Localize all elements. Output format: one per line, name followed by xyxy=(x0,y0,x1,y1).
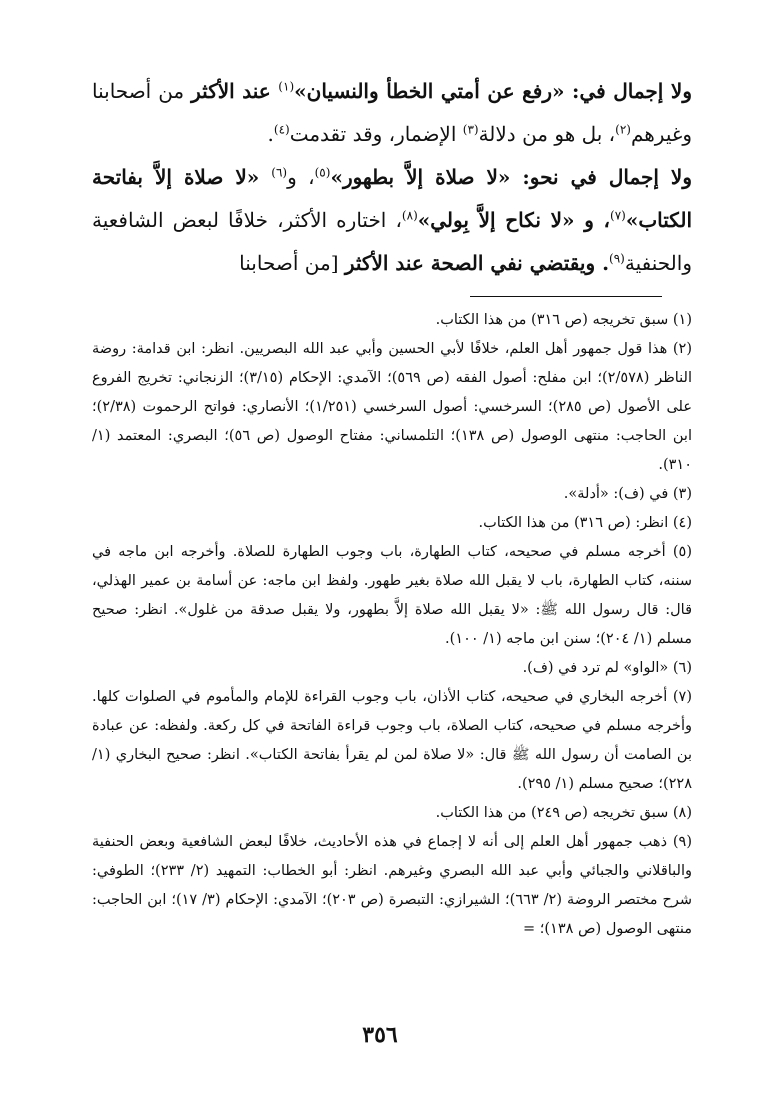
footnote-ref: (٥) xyxy=(314,165,331,180)
heading-phrase: ولا إجمال في: «رفع عن أمتي الخطأ والنسيان» xyxy=(294,79,692,103)
footnote-3: (٣) في (ف): «أدلة». xyxy=(563,486,692,502)
heading-phrase: ولا إجمال في نحو: «لا صلاة إلاَّ بطهور» xyxy=(330,165,692,189)
text-run: . xyxy=(267,122,274,146)
main-text xyxy=(92,70,692,285)
bold-phrase: ، و «لا نكاح إلاَّ بِولي» xyxy=(417,208,611,232)
footnote-5: (٥) أخرجه مسلم في صحيحه، كتاب الطهارة، باب وجوب الطهارة للصلاة. وأخرجه ابن ماجه في سننه، كتاب الطهارة، باب لا يقبل الله صلاة بغير طهور. ولفظ ابن ماجه: عن أسامة بن عمير الهذلي، قال: قال رسول الله ﷺ: «لا يقبل الله صلاة إلاَّ بطهور، ولا يقبل صدقة من غلول». انظر: صحيح مسلم (١/ ٢٠٤)؛ سنن ابن ماجه (١/ ١٠٠). xyxy=(92,544,692,647)
footnote-7: (٧) أخرجه البخاري في صحيحه، كتاب الأذان، باب وجوب القراءة للإمام والمأموم في الصلوات كلها. وأخرجه مسلم في صحيحه، كتاب الصلاة، باب وجوب قراءة الفاتحة في كل ركعة. ولفظه: عن عبادة بن الصامت أن رسول الله ﷺ قال: «لا صلاة لمن لم يقرأ بفاتحة الكتاب». انظر: صحيح البخاري (١/ ٢٢٨)؛ صحيح مسلم (١/ ٢٩٥). xyxy=(92,689,692,792)
footnotes xyxy=(92,306,692,944)
footnote-ref: (٣) xyxy=(462,122,479,137)
text-run: ، بل هو من دلالة xyxy=(478,122,616,146)
page-number: ٣٥٦ xyxy=(362,1022,398,1048)
bold-phrase: عند الأكثر xyxy=(191,79,279,103)
main-paragraph-2 xyxy=(92,156,692,285)
footnote-9: (٩) ذهب جمهور أهل العلم إلى أنه لا إجماع في هذه الأحاديث، خلافًا لبعض الشافعية وبعض الحنفية والباقلاني والجبائي وأبي عبد الله البصري وغيرهم. انظر: أبو الخطاب: التمهيد (٢/ ٢٣٣)؛ الطوفي: شرح مختصر الروضة (٢/ ٦٦٣)؛ الشيرازي: التبصرة (ص ٢٠٣)؛ الآمدي: الإحكام (٣/ ١٧)؛ ابن الحاجب: منتهى الوصول (ص ١٣٨)؛ = xyxy=(92,834,693,937)
text-run: [من أصحابنا xyxy=(239,251,345,275)
bold-phrase: . ويقتضي نفي الصحة عند الأكثر xyxy=(344,251,610,275)
footnote-6: (٦) «الواو» لم ترد في (ف). xyxy=(522,660,692,676)
text-run: ، خلافًا لبعض الشافعية والحنفية xyxy=(92,208,692,275)
footnote-ref: (٩) xyxy=(609,251,625,266)
footnote-separator xyxy=(470,296,662,297)
footnote-1: (١) سبق تخريجه (ص ٣١٦) من هذا الكتاب. xyxy=(435,312,692,328)
text-run: من أصحابنا وغيرهم xyxy=(92,79,692,146)
footnote-2: (٢) هذا قول جمهور أهل العلم، خلافًا لأبي الحسين وأبي عبد الله البصريين. انظر: ابن قدامة: روضة الناظر (٢/٥٧٨)؛ ابن مفلح: أصول الفقه (ص ٥٦٩)؛ الآمدي: الإحكام (٣/١٥)؛ الزنجاني: تخريج الفروع على الأصول (ص ٢٨٥)؛ السرخسي: أصول السرخسي (١/٢٥١)؛ الأنصاري: فواتح الرحموت (٢/٣٨)؛ ابن الحاجب: منتهى الوصول (ص ١٣٨)؛ التلمساني: مفتاح الوصول (ص ٥٦)؛ البصري: المعتمد (١/ ٣١٠). xyxy=(92,341,692,473)
main-paragraph-1 xyxy=(92,70,692,156)
bold-phrase: «لا صلاة إلاَّ بفاتحة الكتاب» xyxy=(92,165,692,232)
footnote-4: (٤) انظر: (ص ٣١٦) من هذا الكتاب. xyxy=(478,515,692,531)
footnote-ref: (٤) xyxy=(273,122,290,137)
text-run: الإضمار، وقد تقدمت xyxy=(289,122,463,146)
text-run: ، و xyxy=(287,165,315,189)
footnote-8: (٨) سبق تخريجه (ص ٢٤٩) من هذا الكتاب. xyxy=(435,805,692,821)
footnote-ref: (٦) xyxy=(271,165,288,180)
footnote-ref: (١) xyxy=(278,79,295,94)
footnote-ref: (٨) xyxy=(401,208,418,223)
text-run: ، اختاره الأكثر xyxy=(283,208,402,232)
footnote-ref: (٧) xyxy=(610,208,626,223)
footnote-ref: (٢) xyxy=(615,122,631,137)
